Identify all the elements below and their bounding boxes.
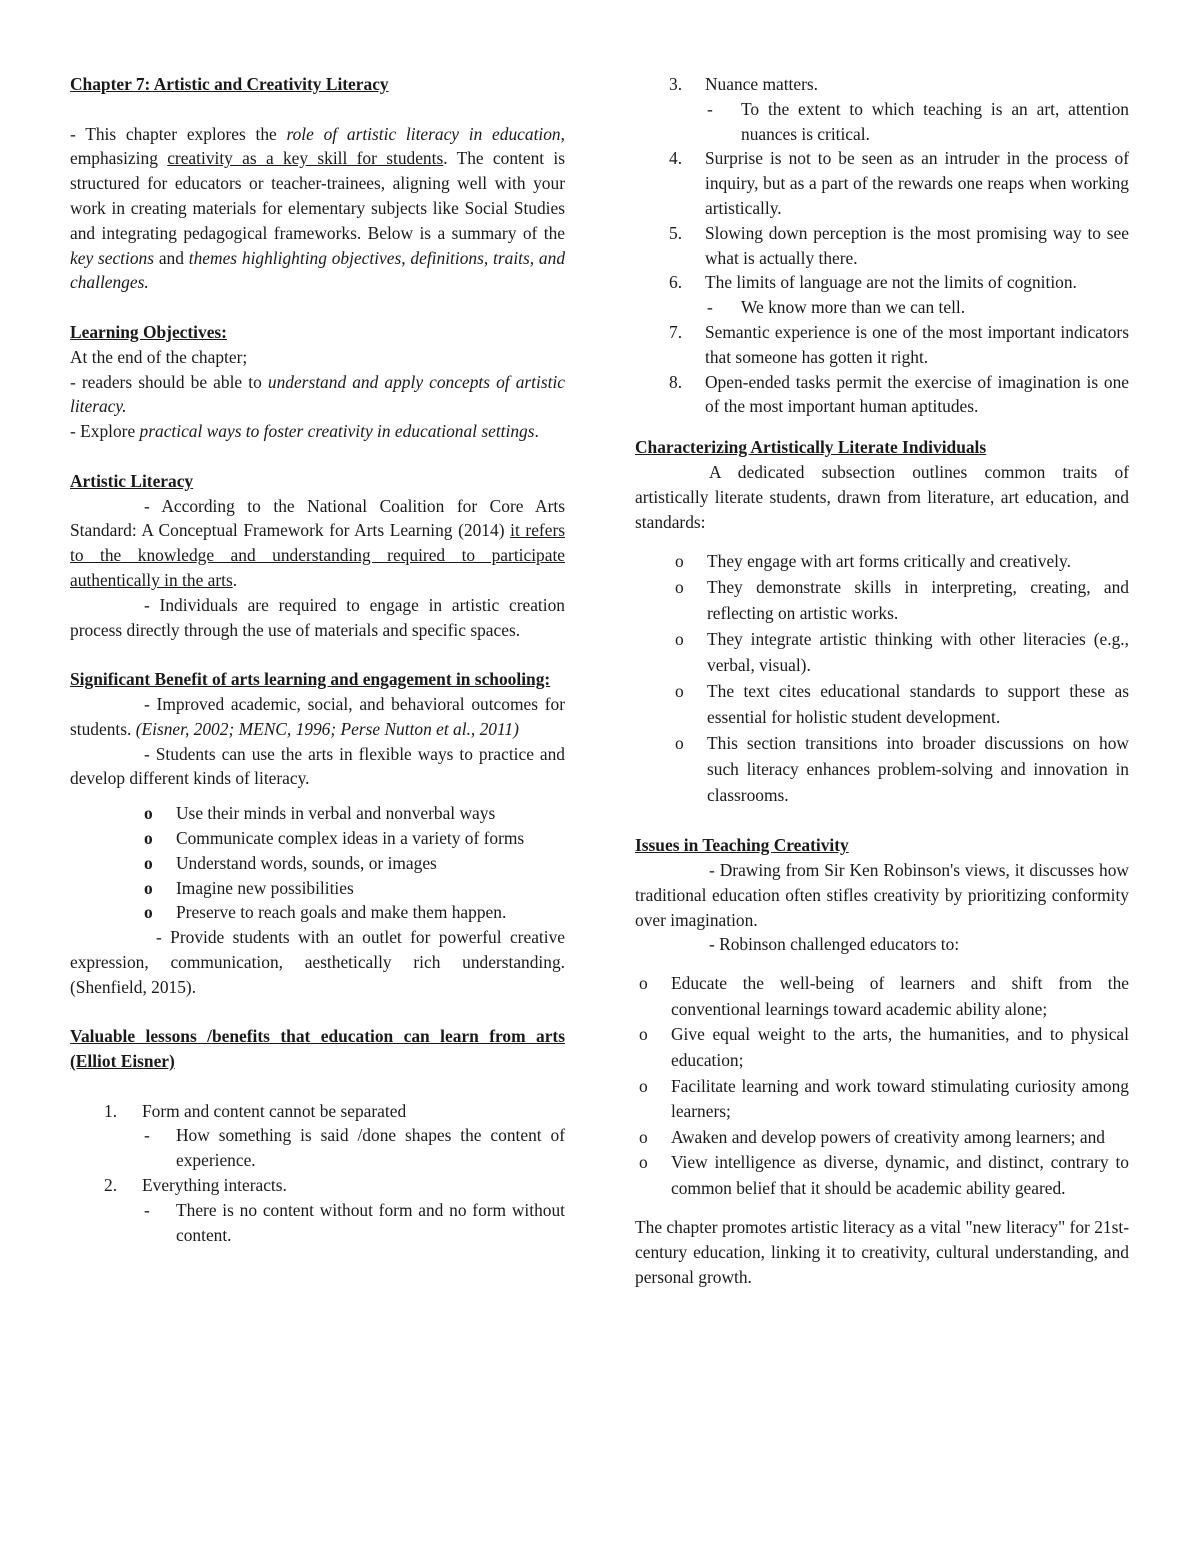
list-item-text: They demonstrate skills in interpreting, creating, and reflecting on artistic works.	[707, 577, 1129, 624]
objective-text: - readers should be able to	[70, 371, 268, 392]
list-item-text: This section transitions into broader discussions on how such literacy enhances problem-solving and innovation in classrooms.	[707, 733, 1129, 806]
number-marker: 4.	[669, 148, 683, 169]
objective-text: - Explore	[70, 421, 140, 442]
dash-item	[70, 1198, 565, 1248]
definition-text: - According to the National Coalition for Core Arts Standard: A Conceptual Framework for Arts Learning (2014)	[70, 495, 565, 541]
benefit-paragraph: - Provide students with an outlet for powerful creative expression, communication, aesthetically rich understanding. (Shenfield, 2015).	[70, 927, 565, 997]
artistic-literacy-definition	[70, 494, 565, 593]
dash-marker: -	[707, 98, 713, 119]
chapter-title: Chapter 7: Artistic and Creativity Literacy	[70, 74, 389, 94]
bullet-marker: o	[144, 852, 153, 873]
list-item-text: Awaken and develop powers of creativity among learners; and	[671, 1126, 1105, 1147]
number-marker: 5.	[669, 222, 683, 243]
dash-marker: -	[707, 297, 713, 318]
number-marker: 1.	[104, 1100, 118, 1121]
bullet-marker: o	[144, 877, 153, 898]
list-item-text: They integrate artistic thinking with other literacies (e.g., verbal, visual).	[707, 629, 1129, 676]
definition-underline: it refers to the knowledge and understanding required to participate authentically in the arts	[70, 520, 565, 590]
lessons-heading: Valuable lessons /benefits that education can learn from arts (Elliot Eisner)	[70, 1026, 565, 1072]
dash-item	[635, 295, 1129, 320]
numbered-item	[635, 221, 1129, 271]
intro-text: , emphasizing	[70, 123, 565, 169]
numbered-item	[635, 270, 1129, 295]
issues-paragraph: - Drawing from Sir Ken Robinson's views, it discusses how traditional education often stifles creativity by prioritizing conformity over imagination.	[635, 859, 1129, 930]
intro-paragraph	[70, 122, 565, 296]
numbered-item	[635, 320, 1129, 370]
benefit-paragraph: - Students can use the arts in flexible ways to practice and develop different kinds of literacy.	[70, 743, 565, 789]
list-item	[635, 626, 1129, 678]
objective-emphasis: understand and apply concepts of artistic literacy.	[70, 371, 565, 417]
objective-item	[70, 370, 565, 420]
list-item	[70, 826, 565, 851]
list-item-text: Give equal weight to the arts, the humanities, and to physical education;	[671, 1024, 1129, 1070]
bullet-marker: o	[675, 733, 684, 754]
list-item-text: Educate the well-being of learners and shift from the conventional learnings toward academic ability alone;	[671, 973, 1129, 1019]
bullet-marker: o	[639, 1152, 648, 1173]
list-item-text: Communicate complex ideas in a variety of forms	[176, 827, 525, 848]
dash-item	[70, 1123, 565, 1173]
numbered-item-text: Everything interacts.	[142, 1175, 287, 1196]
bullet-marker: o	[144, 827, 153, 848]
list-item-text: Imagine new possibilities	[176, 877, 354, 898]
issues-paragraph: - Robinson challenged educators to:	[709, 934, 960, 955]
list-item	[635, 678, 1129, 730]
traits-heading: Characterizing Artistically Literate Individuals	[635, 437, 987, 458]
list-item	[635, 1074, 1129, 1125]
objective-text: .	[534, 421, 539, 442]
list-item	[70, 851, 565, 876]
number-marker: 8.	[669, 371, 683, 392]
list-item-text: Use their minds in verbal and nonverbal ways	[176, 803, 496, 824]
benefit-heading: Significant Benefit of arts learning and engagement in schooling:	[70, 669, 551, 690]
bullet-marker: o	[144, 902, 153, 923]
intro-emphasis: key sections	[70, 247, 155, 268]
number-marker: 7.	[669, 321, 683, 342]
list-item-text: Understand words, sounds, or images	[176, 852, 437, 873]
numbered-item-text: Semantic experience is one of the most important indicators that someone has gotten it right.	[705, 321, 1129, 367]
bullet-marker: o	[675, 681, 684, 702]
bullet-marker: o	[675, 629, 684, 650]
numbered-item	[70, 1173, 565, 1198]
conclusion-paragraph: The chapter promotes artistic literacy as a vital "new literacy" for 21st-century education, linking it to creativity, cultural understanding, and personal growth.	[635, 1217, 1129, 1288]
list-item	[70, 876, 565, 901]
bullet-marker: o	[639, 1024, 648, 1045]
intro-text: . The content is structured for educators or teacher-trainees, aligning well with your work in creating materials for elementary subjects like Social Studies and integrating pedagogical frameworks. Below is a summary of the	[70, 148, 565, 243]
intro-text: and	[154, 247, 189, 268]
number-marker: 3.	[669, 74, 683, 94]
bullet-marker: o	[639, 1126, 648, 1147]
intro-emphasis: role of artistic literacy in education	[286, 123, 561, 144]
artistic-literacy-heading: Artistic Literacy	[70, 470, 194, 491]
bullet-marker: o	[144, 803, 153, 824]
traits-lead: A dedicated subsection outlines common traits of artistically literate students, drawn from literature, art education, and standards:	[635, 461, 1129, 532]
list-item	[635, 1150, 1129, 1201]
dash-item-text: There is no content without form and no form without content.	[176, 1199, 565, 1245]
list-item-text: The text cites educational standards to support these as essential for holistic student development.	[707, 681, 1129, 728]
numbered-item	[635, 370, 1129, 420]
dash-item	[635, 97, 1129, 147]
list-item	[635, 971, 1129, 1022]
objectives-lead: At the end of the chapter;	[70, 346, 248, 367]
definition-text: .	[232, 569, 238, 590]
numbered-item-text: The limits of language are not the limits of cognition.	[705, 272, 1077, 293]
right-column	[635, 72, 1129, 1290]
intro-text: - This chapter explores the	[70, 123, 287, 144]
benefit-paragraph	[70, 692, 565, 742]
list-item	[635, 730, 1129, 808]
list-item-text: View intelligence as diverse, dynamic, and distinct, contrary to common belief that it should be academic ability geared.	[671, 1152, 1129, 1198]
dash-item-text: How something is said /done shapes the content of experience.	[176, 1125, 565, 1171]
dash-marker: -	[144, 1125, 150, 1146]
bullet-marker: o	[639, 1075, 648, 1096]
list-item	[70, 900, 565, 925]
bullet-marker: o	[639, 973, 648, 994]
list-item	[635, 574, 1129, 626]
list-item-text: They engage with art forms critically and creatively.	[707, 551, 1071, 572]
numbered-item	[635, 146, 1129, 220]
issues-heading: Issues in Teaching Creativity	[635, 835, 849, 856]
numbered-item-text: Nuance matters.	[705, 74, 818, 94]
numbered-item	[70, 1099, 565, 1124]
list-item-text: Preserve to reach goals and make them happen.	[176, 902, 507, 923]
list-item	[635, 1022, 1129, 1073]
numbered-item-text: Surprise is not to be seen as an intruder in the process of inquiry, but as a part of the rewards one reaps when working artistically.	[705, 148, 1129, 218]
numbered-item-text: Slowing down perception is the most promising way to see what is actually there.	[705, 222, 1129, 268]
list-item	[635, 1125, 1129, 1151]
bullet-marker: o	[675, 551, 684, 572]
dash-marker: -	[144, 1199, 150, 1220]
benefit-text: - Improved academic, social, and behavioral outcomes for students.	[70, 693, 565, 739]
artistic-literacy-paragraph: - Individuals are required to engage in artistic creation process directly through the use of materials and specific spaces.	[70, 594, 565, 640]
dash-item-text: We know more than we can tell.	[741, 297, 966, 318]
list-item-text: Facilitate learning and work toward stimulating curiosity among learners;	[671, 1075, 1129, 1122]
number-marker: 6.	[669, 272, 683, 293]
objective-item	[70, 419, 565, 444]
numbered-item-text: Form and content cannot be separated	[142, 1100, 407, 1121]
list-item	[70, 801, 565, 826]
objectives-heading: Learning Objectives:	[70, 321, 227, 342]
number-marker: 2.	[104, 1175, 118, 1196]
bullet-marker: o	[675, 577, 684, 598]
numbered-item-text: Open-ended tasks permit the exercise of imagination is one of the most important human aptitudes.	[705, 371, 1129, 417]
numbered-item	[635, 72, 1129, 97]
dash-item-text: To the extent to which teaching is an art, attention nuances is critical.	[741, 98, 1129, 144]
intro-underline: creativity as a key skill for students	[167, 148, 444, 169]
benefit-citation: (Eisner, 2002; MENC, 1996; Perse Nutton et al., 2011)	[135, 718, 519, 739]
objective-emphasis: practical ways to foster creativity in educational settings	[139, 421, 535, 442]
intro-emphasis: themes highlighting objectives, definitions, traits, and challenges.	[70, 247, 566, 293]
left-column	[70, 72, 565, 1247]
list-item	[635, 548, 1129, 574]
